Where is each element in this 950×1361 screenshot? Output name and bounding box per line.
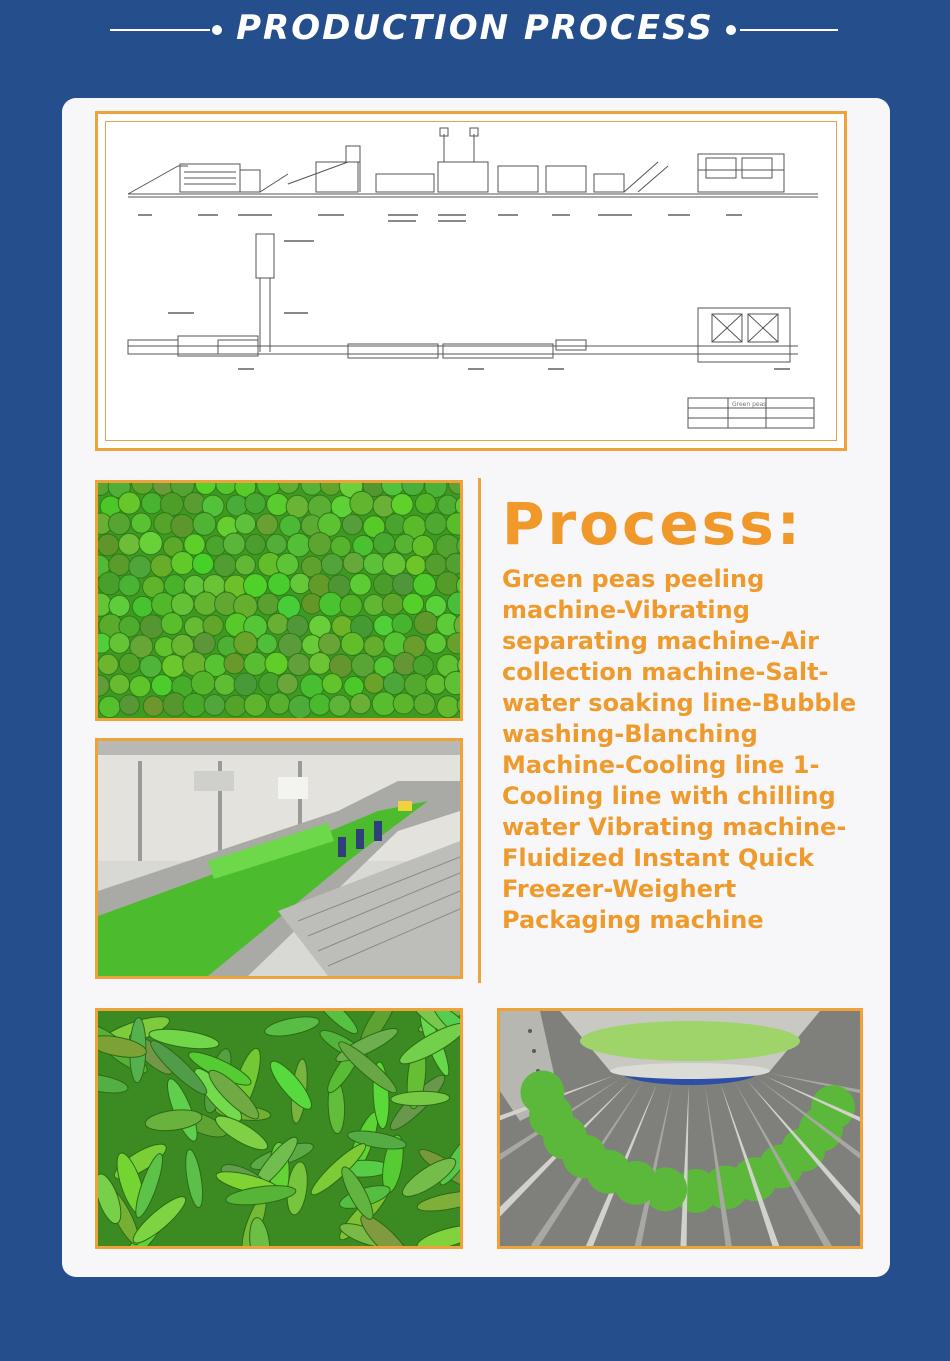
header-right-dot xyxy=(726,25,736,35)
process-divider xyxy=(478,478,481,983)
multihead-weigher-icon xyxy=(500,1011,860,1246)
page-title: PRODUCTION PROCESS xyxy=(236,8,714,48)
diagram-title-block-text: Green peas xyxy=(732,401,767,408)
green-peas-photo xyxy=(95,480,463,721)
page-header xyxy=(0,0,950,62)
conveyor-icon xyxy=(98,741,460,976)
process-heading: Process: xyxy=(502,490,803,558)
processing-line-photo xyxy=(95,738,463,979)
production-line-diagram xyxy=(95,111,847,451)
pea-pods-photo xyxy=(95,1008,463,1249)
diagram-inner-border xyxy=(105,121,837,441)
header-right-line xyxy=(740,29,838,31)
weigher-photo xyxy=(497,1008,863,1249)
peas-pile-icon xyxy=(98,483,460,718)
pea-pods-icon xyxy=(98,1011,460,1246)
process-description: Green peas peeling machine-Vibrating separating machine-Air collection machine-Salt-water soaking line-Bubble washing-Blanching Machine-Cooling line 1-Cooling line with chilling water Vibrating machine-Fluidized Instant Quick Freezer-Weighert Packaging machine xyxy=(502,565,857,934)
content-card xyxy=(62,98,890,1277)
